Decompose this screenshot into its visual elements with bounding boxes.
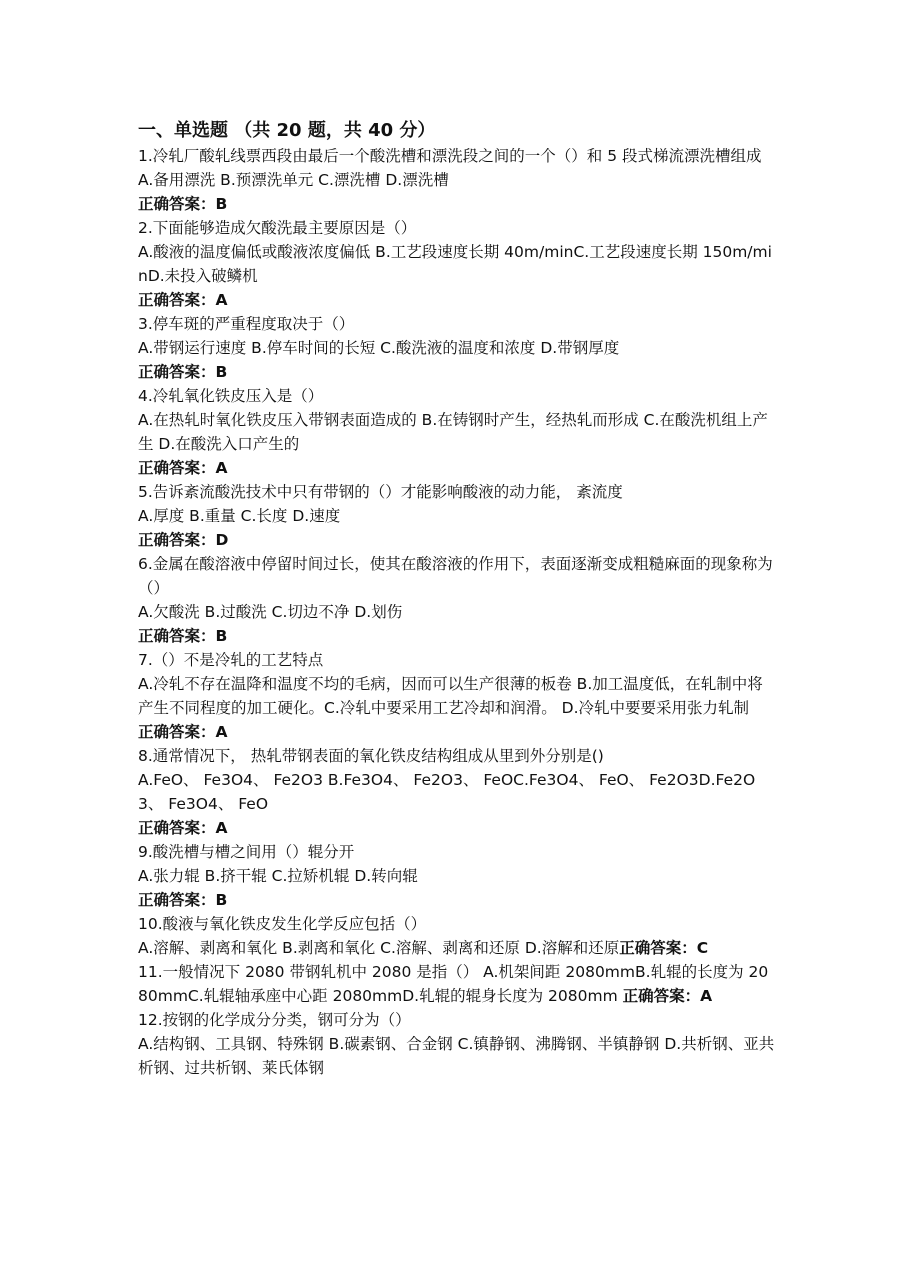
- question-item: [138, 144, 778, 216]
- question-text: 8.通常情况下， 热轧带钢表面的氧化铁皮结构组成从里到外分别是(): [138, 747, 604, 765]
- question-options: A.带钢运行速度 B.停车时间的长短 C.酸洗液的温度和浓度 D.带钢厚度: [138, 339, 620, 357]
- answer-value: A: [700, 987, 713, 1005]
- answer-label: 正确答案：: [138, 459, 216, 477]
- question-text: 5.告诉紊流酸洗技术中只有带钢的（）才能影响酸液的动力能， 紊流度: [138, 483, 623, 501]
- question-text: 12.按钢的化学成分分类，钢可分为（）: [138, 1011, 411, 1029]
- question-options: A.欠酸洗 B.过酸洗 C.切边不净 D.划伤: [138, 603, 403, 621]
- question-text: 4.冷轧氧化铁皮压入是（）: [138, 387, 324, 405]
- answer-line: [138, 456, 778, 480]
- question-options: A.酸液的温度偏低或酸液浓度偏低 B.工艺段速度长期 40m/minC.工艺段速度长期 150m/minD.未投入破鳞机: [138, 243, 772, 285]
- answer-line: [138, 288, 778, 312]
- answer-line: [138, 192, 778, 216]
- question-item: [138, 744, 778, 840]
- answer-value: B: [215, 195, 228, 213]
- answer-label: 正确答案：: [138, 723, 216, 741]
- answer-line: [138, 360, 778, 384]
- answer-line: [138, 528, 778, 552]
- answer-line: [138, 816, 778, 840]
- question-options: A.结构钢、工具钢、特殊钢 B.碳素钢、合金钢 C.镇静钢、沸腾钢、半镇静钢 D.共析钢、亚共析钢、过共析钢、莱氏体钢: [138, 1035, 775, 1077]
- question-options-with-answer: [138, 936, 778, 960]
- question-text: 10.酸液与氧化铁皮发生化学反应包括（）: [138, 915, 427, 933]
- question-text: 11.一般情况下 2080 带钢轧机中 2080 是指（） A.机架间距 2080mmB.轧辊的长度为 2080mmC.轧辊轴承座中心距 2080mmD.轧辊的辊身长度为 2080mm: [138, 963, 769, 1005]
- question-options: A.厚度 B.重量 C.长度 D.速度: [138, 507, 341, 525]
- answer-value: A: [215, 819, 228, 837]
- answer-label: 正确答案：: [138, 363, 216, 381]
- question-options: A.备用漂洗 B.预漂洗单元 C.漂洗槽 D.漂洗槽: [138, 171, 449, 189]
- answer-label: 正确答案：: [138, 627, 216, 645]
- question-options: A.冷轧不存在温降和温度不均的毛病，因而可以生产很薄的板卷 B.加工温度低，在轧制中将产生不同程度的加工硬化。C.冷轧中要采用工艺冷却和润滑。 D.冷轧中要要采用张力轧制: [138, 675, 763, 717]
- question-item: [138, 960, 778, 1008]
- answer-value: A: [215, 291, 228, 309]
- question-item: [138, 648, 778, 744]
- question-text: 1.冷轧厂酸轧线票西段由最后一个酸洗槽和漂洗段之间的一个（）和 5 段式梯流漂洗槽组成: [138, 147, 762, 165]
- question-options: A.溶解、剥离和氧化 B.剥离和氧化 C.溶解、剥离和还原 D.溶解和还原: [138, 939, 620, 957]
- answer-value: B: [215, 891, 228, 909]
- answer-value: A: [215, 459, 228, 477]
- question-item: [138, 480, 778, 552]
- question-item: [138, 840, 778, 912]
- answer-label: 正确答案：: [622, 987, 701, 1005]
- answer-label: 正确答案：: [138, 291, 216, 309]
- question-item: [138, 552, 778, 648]
- question-item: [138, 1008, 778, 1080]
- question-text: 2.下面能够造成欠酸洗最主要原因是（）: [138, 219, 417, 237]
- question-item: [138, 912, 778, 960]
- answer-line: [138, 888, 778, 912]
- answer-label: 正确答案：: [138, 891, 216, 909]
- section-title: 一、单选题 （共 20 题，共 40 分）: [138, 120, 436, 141]
- answer-label: 正确答案：: [619, 939, 697, 957]
- answer-value: B: [215, 363, 228, 381]
- question-text: 6.金属在酸溶液中停留时间过长，使其在酸溶液的作用下，表面逐渐变成粗糙麻面的现象称为（）: [138, 555, 773, 597]
- question-options: A.在热轧时氧化铁皮压入带钢表面造成的 B.在铸钢时产生，经热轧而形成 C.在酸洗机组上产生 D.在酸洗入口产生的: [138, 411, 768, 453]
- answer-value: C: [696, 939, 709, 957]
- answer-value: B: [215, 627, 228, 645]
- question-text: 7.（）不是冷轧的工艺特点: [138, 651, 324, 669]
- question-item: [138, 384, 778, 480]
- exam-page: [138, 118, 778, 1080]
- question-item: [138, 312, 778, 384]
- answer-value: A: [215, 723, 228, 741]
- question-text-with-answer: [138, 960, 778, 1008]
- question-text: 9.酸洗槽与槽之间用（）辊分开: [138, 843, 355, 861]
- answer-label: 正确答案：: [138, 531, 216, 549]
- question-options: A.张力辊 B.挤干辊 C.拉矫机辊 D.转向辊: [138, 867, 418, 885]
- question-options: A.FeO、 Fe3O4、 Fe2O3 B.Fe3O4、 Fe2O3、 FeOC.Fe3O4、 FeO、 Fe2O3D.Fe2O3、 Fe3O4、 FeO: [138, 771, 756, 813]
- answer-line: [138, 720, 778, 744]
- question-item: [138, 216, 778, 312]
- question-text: 3.停车斑的严重程度取决于（）: [138, 315, 355, 333]
- answer-value: D: [215, 531, 229, 549]
- answer-label: 正确答案：: [138, 195, 216, 213]
- answer-label: 正确答案：: [138, 819, 216, 837]
- answer-line: [138, 624, 778, 648]
